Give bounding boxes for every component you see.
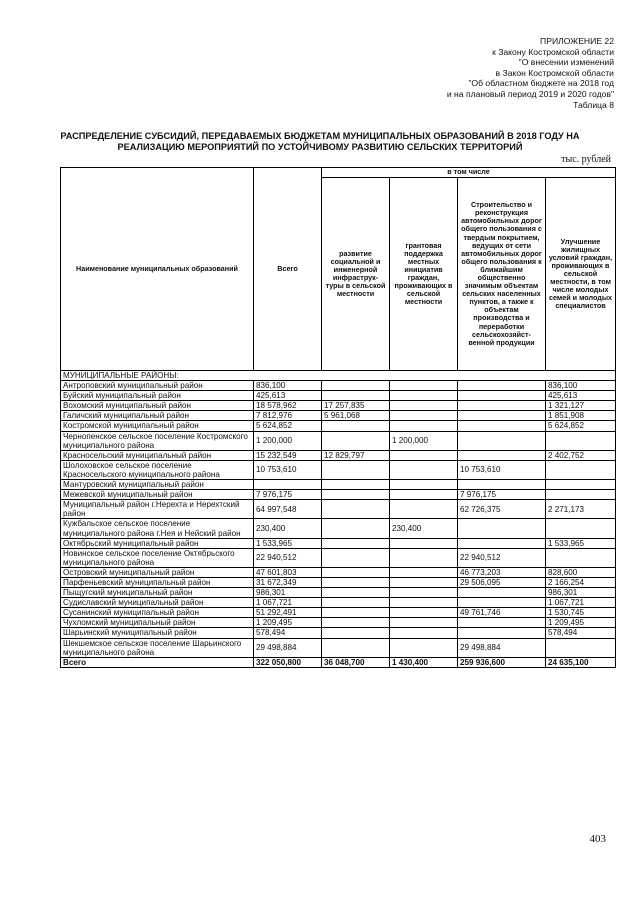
cell-name: Пыщугский муниципальный район [61,588,254,598]
cell-name: Кужбальское сельское поселение муниципального района г.Нея и Нейский район [61,519,254,538]
header-line: и на плановый период 2019 и 2020 годов" [446,88,614,99]
table-row [61,460,616,479]
cell-value [458,598,546,608]
table-row [61,431,616,450]
cell-value [390,567,458,577]
cell-value: 230,400 [390,519,458,538]
header-line: "О внесении изменений [518,57,614,68]
cell-value: 322 050,800 [254,657,322,667]
table-row [61,500,616,519]
cell-value [322,431,390,450]
cell-value: 22 940,512 [254,548,322,567]
cell-value: 36 048,700 [322,657,390,667]
col-header-including: в том числе [322,168,616,178]
cell-name: Октябрьский муниципальный район [61,538,254,548]
cell-value: 1 209,495 [254,618,322,628]
cell-name: Буйский муниципальный район [61,391,254,401]
table-row [61,567,616,577]
cell-value: 12 829,797 [322,450,390,460]
cell-value [322,628,390,638]
cell-value: 31 672,349 [254,577,322,587]
cell-value [390,480,458,490]
cell-value: 5 624,852 [254,421,322,431]
col-header-infrastructure: развитие социальной и инженерной инфраструк-туры в сельской местности [322,178,390,371]
cell-value: 15 232,549 [254,450,322,460]
header-line: Таблица 8 [573,99,614,110]
cell-name: Костромской муниципальный район [61,421,254,431]
cell-value: 29 506,095 [458,577,546,587]
cell-value: 1 209,495 [546,618,616,628]
cell-value: 1 200,000 [254,431,322,450]
cell-name: Красносельский муниципальный район [61,450,254,460]
cell-value [458,480,546,490]
header-line: в Закон Костромской области [495,67,614,78]
cell-name: Новинское сельское поселение Октябрьского муниципального района [61,548,254,567]
table-row [61,618,616,628]
cell-value [390,401,458,411]
table-row [61,490,616,500]
table-row [61,588,616,598]
cell-name: Муниципальный район г.Нерехта и Нерехтский район [61,500,254,519]
table-row [61,421,616,431]
cell-name: Чернопенское сельское поселение Костромского муниципального района [61,431,254,450]
cell-name: Сусанинский муниципальный район [61,608,254,618]
cell-value [390,618,458,628]
cell-value [390,460,458,479]
subsidy-table [60,167,616,668]
cell-value [390,608,458,618]
cell-value: 578,494 [546,628,616,638]
cell-value: 24 635,100 [546,657,616,667]
cell-value: 1 851,908 [546,411,616,421]
table-row [61,598,616,608]
cell-value [458,411,546,421]
title-line-2: РЕАЛИЗАЦИЮ МЕРОПРИЯТИЙ ПО УСТОЙЧИВОМУ РАЗВИТИЮ СЕЛЬСКИХ ТЕРРИТОРИЙ [117,142,523,152]
table-row [61,638,616,657]
cell-value [390,588,458,598]
cell-value [546,638,616,657]
cell-value: 7 976,175 [458,490,546,500]
cell-value [390,500,458,519]
cell-value [322,460,390,479]
table-row [61,391,616,401]
cell-value [322,548,390,567]
cell-value: 5 624,852 [546,421,616,431]
cell-value: 1 200,000 [390,431,458,450]
cell-value [322,480,390,490]
table-row [61,450,616,460]
header-line: "Об областном бюджете на 2018 год [468,78,614,89]
cell-value: 22 940,512 [458,548,546,567]
cell-value [390,548,458,567]
cell-value [390,421,458,431]
cell-value [390,538,458,548]
cell-value: 986,301 [254,588,322,598]
table-row [61,628,616,638]
cell-value: 29 498,884 [254,638,322,657]
cell-name: Антроповский муниципальный район [61,381,254,391]
cell-value [546,490,616,500]
header-line: ПРИЛОЖЕНИЕ 22 [540,36,614,46]
col-header-name: Наименование муниципальных образований [61,168,254,371]
cell-name: Парфеньевский муниципальный район [61,577,254,587]
cell-value: 1 067,721 [546,598,616,608]
table-row [61,519,616,538]
cell-value: 29 498,884 [458,638,546,657]
cell-value: 1 321,127 [546,401,616,411]
cell-value: 1 533,965 [254,538,322,548]
cell-value: 230,400 [254,519,322,538]
cell-value: 986,301 [546,588,616,598]
cell-value: 46 773,203 [458,567,546,577]
cell-value [254,480,322,490]
cell-value: 2 271,173 [546,500,616,519]
cell-value: 259 936,600 [458,657,546,667]
cell-value [458,431,546,450]
cell-value: 425,613 [254,391,322,401]
cell-value: 425,613 [546,391,616,401]
cell-value: 62 726,375 [458,500,546,519]
cell-value: 49 761,746 [458,608,546,618]
cell-value [390,411,458,421]
cell-name: Шарьинский муниципальный район [61,628,254,638]
document-title [60,131,580,153]
cell-value [322,490,390,500]
cell-value: 64 997,548 [254,500,322,519]
cell-value [458,381,546,391]
cell-value [458,538,546,548]
table-row [61,608,616,618]
cell-value [546,480,616,490]
cell-value [322,608,390,618]
cell-value [390,450,458,460]
appendix-header [284,36,614,110]
cell-value: 836,100 [546,381,616,391]
cell-name: Вохомский муниципальный район [61,401,254,411]
cell-value [322,421,390,431]
cell-value: 2 402,752 [546,450,616,460]
cell-name: Шекшемское сельское поселение Шарьинского муниципального района [61,638,254,657]
cell-value: 1 530,745 [546,608,616,618]
units-label: тыс. рублей [561,154,611,165]
cell-value [390,381,458,391]
cell-value: 1 430,400 [390,657,458,667]
cell-value [458,628,546,638]
cell-value [322,638,390,657]
cell-value [458,391,546,401]
cell-value [390,391,458,401]
cell-name: Мантуровский муниципальный район [61,480,254,490]
table-row [61,480,616,490]
title-line-1: РАСПРЕДЕЛЕНИЕ СУБСИДИЙ, ПЕРЕДАВАЕМЫХ БЮДЖЕТАМ МУНИЦИПАЛЬНЫХ ОБРАЗОВАНИЙ В 2018 ГОДУ НА [60,131,580,141]
cell-name: Галичский муниципальный район [61,411,254,421]
cell-value: 10 753,610 [458,460,546,479]
cell-value [322,567,390,577]
cell-value: 7 976,175 [254,490,322,500]
cell-value [458,401,546,411]
cell-value: 17 257,835 [322,401,390,411]
cell-value [546,519,616,538]
table-body [61,371,616,668]
table-row [61,411,616,421]
col-header-roads: Строительство и реконструкция автомобильных дорог общего пользования с твердым покрытием, ведущих от сети автомобильных дорог общего пользования к ближайшим общественно значимым объектам сельских населенных пунктов, а также к объектам производства и переработки сельскохозяйст-венной продукции [458,178,546,371]
cell-value [322,598,390,608]
cell-value [390,577,458,587]
section-label: МУНИЦИПАЛЬНЫЕ РАЙОНЫ: [61,371,616,381]
cell-value [546,460,616,479]
cell-value [390,628,458,638]
header-line: к Закону Костромской области [492,46,614,57]
cell-value: 828,600 [546,567,616,577]
cell-value [322,588,390,598]
cell-value [390,638,458,657]
table-row [61,401,616,411]
cell-value: 51 292,491 [254,608,322,618]
cell-value: 1 067,721 [254,598,322,608]
table-row [61,577,616,587]
cell-value: 2 166,254 [546,577,616,587]
cell-value: 10 753,610 [254,460,322,479]
cell-value [322,538,390,548]
cell-name: Чухломский муниципальный район [61,618,254,628]
table-row [61,381,616,391]
cell-name: Островский муниципальный район [61,567,254,577]
cell-value [458,618,546,628]
col-header-housing: Улучшение жилищных условий граждан, проживающих в сельской местности, в том числе молодых семей и молодых специалистов [546,178,616,371]
cell-value [322,577,390,587]
cell-value: 578,494 [254,628,322,638]
cell-value [546,431,616,450]
cell-value: 836,100 [254,381,322,391]
cell-value [322,381,390,391]
cell-value [322,500,390,519]
cell-name: Судиславский муниципальный район [61,598,254,608]
cell-value [322,391,390,401]
cell-name: Всего [61,657,254,667]
total-row [61,657,616,667]
cell-value [458,588,546,598]
cell-value [390,490,458,500]
cell-value [390,598,458,608]
cell-value: 47 601,803 [254,567,322,577]
cell-value: 1 533,965 [546,538,616,548]
cell-value [546,548,616,567]
cell-value [458,421,546,431]
cell-value [458,450,546,460]
cell-value: 18 578,962 [254,401,322,411]
cell-value [322,618,390,628]
cell-value: 7 812,976 [254,411,322,421]
col-header-grants: грантовая поддержка местных инициатив граждан, проживающих в сельской местности [390,178,458,371]
cell-name: Межевской муниципальный район [61,490,254,500]
cell-name: Шолоховское сельское поселение Красносельского муниципального района [61,460,254,479]
page-number: 403 [589,833,606,845]
cell-value: 5 961,068 [322,411,390,421]
cell-value [458,519,546,538]
cell-value [322,519,390,538]
table-row [61,548,616,567]
table-row [61,538,616,548]
col-header-total: Всего [254,168,322,371]
